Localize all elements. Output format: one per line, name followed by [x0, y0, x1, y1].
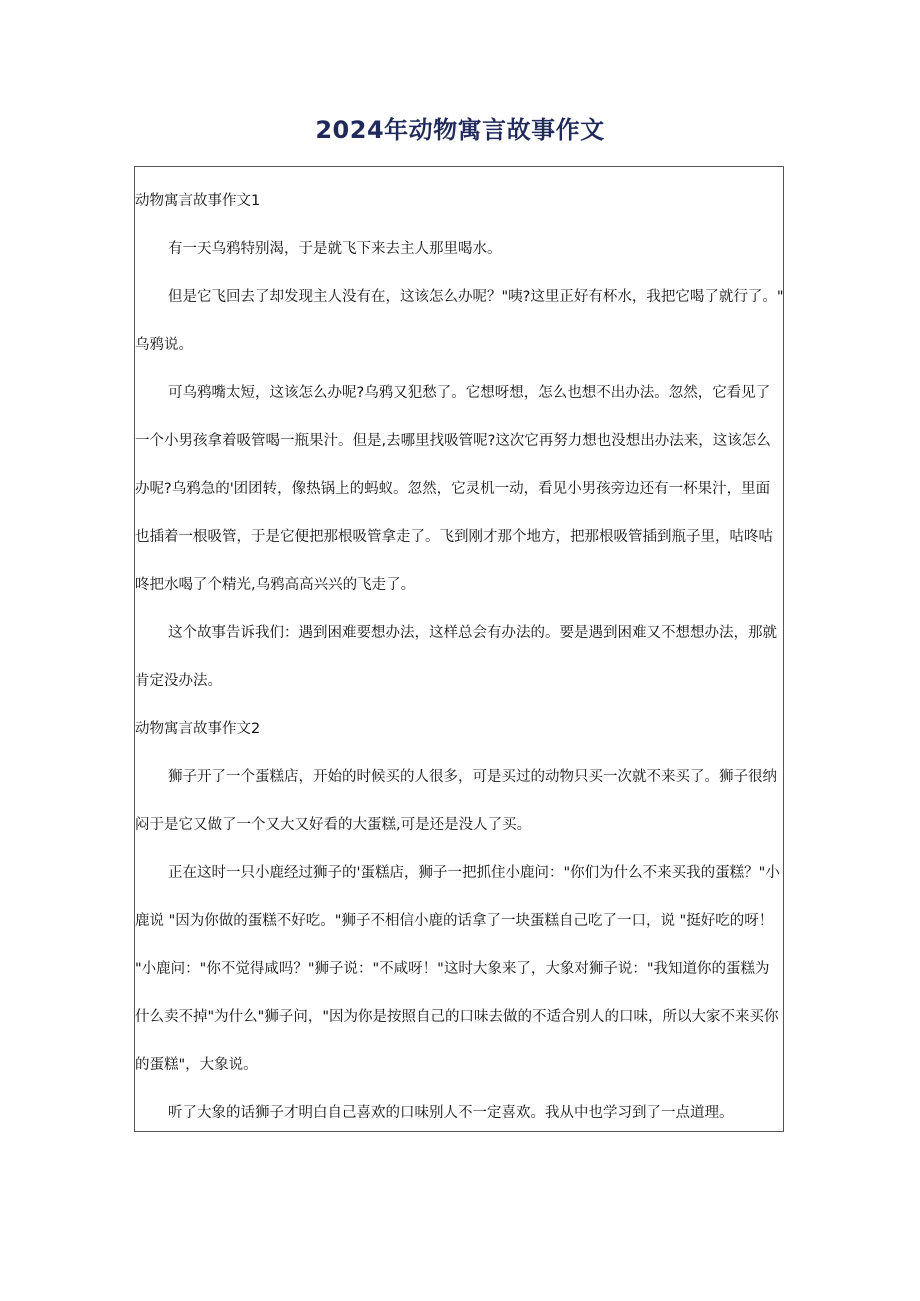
story1-heading-text: 动物寓言故事作文1: [135, 193, 261, 209]
story1-heading: [135, 177, 781, 225]
story2-heading-text: 动物寓言故事作文2: [135, 721, 261, 737]
text-line: 肯定没办法。: [135, 673, 222, 689]
document-title: 2024年动物寓言故事作文: [315, 116, 605, 144]
text-line: 狮子开了一个蛋糕店，开始的时候买的人很多，可是买过的动物只买一次就不来买了。狮子很纳: [168, 769, 777, 785]
text-line: 正在这时一只小鹿经过狮子的'蛋糕店，狮子一把抓住小鹿问："你们为什么不来买我的蛋糕？"小: [168, 865, 780, 881]
text-line: 有一天乌鸦特别渴，于是就飞下来去主人那里喝水。: [168, 241, 502, 257]
text-line: 但是它飞回去了却发现主人没有在，这该怎么办呢？"咦?这里正好有杯水，我把它喝了就行了。": [168, 289, 784, 305]
story2-heading: [135, 705, 781, 753]
text-line: 也插着一根吸管，于是它便把那根吸管拿走了。飞到刚才那个地方，把那根吸管插到瓶子里，咕咚咕: [135, 529, 773, 545]
story1-paragraph-4: [135, 609, 781, 705]
text-line: "小鹿问："你不觉得咸吗？"狮子说："不咸呀！"这时大象来了，大象对狮子说："我知道你的蛋糕为: [135, 961, 770, 977]
text-line: 的蛋糕"，大象说。: [135, 1057, 258, 1073]
text-line: 乌鸦说。: [135, 337, 193, 353]
story1-paragraph-2: [135, 273, 784, 369]
story1-paragraph-3: [135, 369, 781, 609]
story2-paragraph-2: [135, 849, 781, 1089]
text-line: 可乌鸦嘴太短，这该怎么办呢?乌鸦又犯愁了。它想呀想，怎么也想不出办法。忽然，它看见了: [168, 385, 771, 401]
text-line: 什么卖不掉"为什么"狮子问，"因为你是按照自己的口味去做的不适合别人的口味，所以大家不来买你: [135, 1009, 779, 1025]
story1-paragraph-1: [135, 225, 781, 273]
text-line: 这个故事告诉我们：遇到困难要想办法，这样总会有办法的。要是遇到困难又不想想办法，那就: [168, 625, 777, 641]
story2-paragraph-1: [135, 753, 781, 849]
text-line: 咚把水喝了个精光,乌鸦高高兴兴的飞走了。: [135, 577, 416, 593]
story2-paragraph-3: [135, 1089, 781, 1137]
text-line: 一个小男孩拿着吸管喝一瓶果汁。但是,去哪里找吸管呢?这次它再努力想也没想出办法来，这该怎么: [135, 433, 771, 449]
text-line: 闷于是它又做了一个又大又好看的大蛋糕,可是还是没人了买。: [135, 817, 532, 833]
text-line: 鹿说 "因为你做的蛋糕不好吃。"狮子不相信小鹿的话拿了一块蛋糕自己吃了一口，说 "挺好吃的呀！: [135, 913, 774, 929]
content-box: [134, 166, 784, 1132]
text-line: 听了大象的话狮子才明白自己喜欢的口味别人不一定喜欢。我从中也学习到了一点道理。: [168, 1105, 734, 1121]
text-line: 办呢?乌鸦急的'团团转，像热锅上的蚂蚁。忽然，它灵机一动，看见小男孩旁边还有一杯果汁，里面: [135, 481, 771, 497]
